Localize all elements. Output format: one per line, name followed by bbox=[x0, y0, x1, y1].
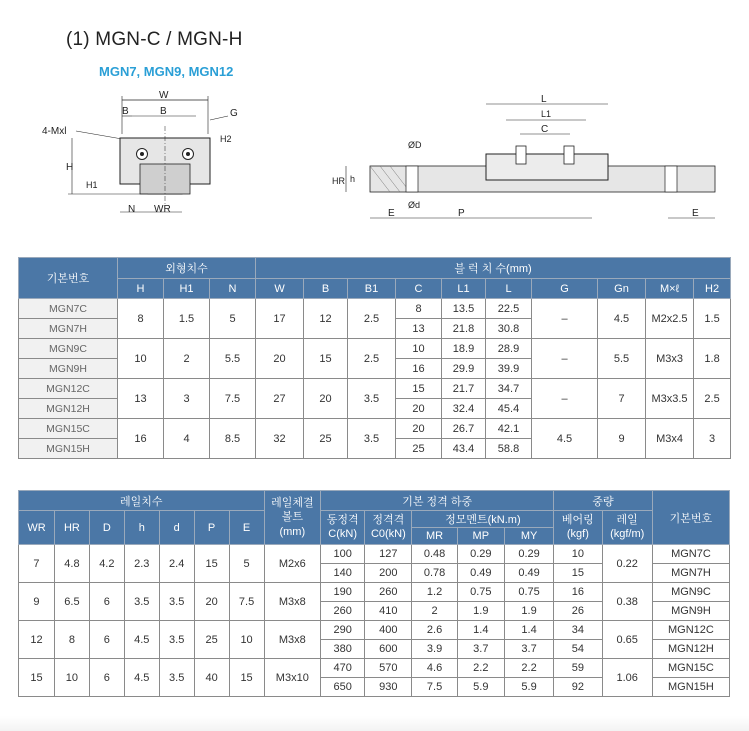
table-cell: 10 bbox=[396, 339, 442, 359]
table-cell: M3x3 bbox=[646, 339, 694, 379]
table-cell: 6.5 bbox=[54, 583, 89, 621]
table-cell: 2.5 bbox=[348, 299, 396, 339]
header-col: H bbox=[118, 279, 164, 299]
table-cell: 8 bbox=[54, 621, 89, 659]
table-cell: 9 bbox=[598, 419, 646, 459]
table-cell: 43.4 bbox=[442, 439, 486, 459]
table-cell: 30.8 bbox=[486, 319, 532, 339]
table-cell: 15 bbox=[194, 545, 229, 583]
table-cell: 7 bbox=[19, 545, 55, 583]
table-cell: 27 bbox=[256, 379, 304, 419]
header-static-rating: 정격격 C0(kN) bbox=[365, 511, 412, 545]
table-cell: 3.5 bbox=[348, 379, 396, 419]
table-cell: 15 bbox=[396, 379, 442, 399]
table-cell: 26 bbox=[554, 602, 602, 621]
dim-H2: H2 bbox=[220, 134, 232, 144]
table-cell: M2x2.5 bbox=[646, 299, 694, 339]
table-cell: 3.9 bbox=[412, 640, 457, 659]
header-model: 기본번호 bbox=[652, 491, 729, 545]
table-cell: 4.5 bbox=[532, 419, 598, 459]
table-cell: 5.5 bbox=[210, 339, 256, 379]
front-view-drawing bbox=[38, 86, 260, 226]
bottom-fade bbox=[0, 716, 749, 731]
table-cell: 260 bbox=[321, 602, 365, 621]
table-cell: 9 bbox=[19, 583, 55, 621]
header-col: h bbox=[124, 511, 159, 545]
header-col: B1 bbox=[348, 279, 396, 299]
dim-C: C bbox=[541, 124, 549, 135]
table-cell: 8.5 bbox=[210, 419, 256, 459]
table-cell: 34.7 bbox=[486, 379, 532, 399]
table-cell: 290 bbox=[321, 621, 365, 640]
header-block-dims: 블 럭 치 수(mm) bbox=[256, 258, 731, 279]
table-cell: 3 bbox=[164, 379, 210, 419]
table-cell: – bbox=[532, 299, 598, 339]
table-cell: 1.9 bbox=[504, 602, 553, 621]
table-cell: 0.38 bbox=[602, 583, 652, 621]
table-cell: 39.9 bbox=[486, 359, 532, 379]
table-row bbox=[19, 621, 730, 640]
table-row bbox=[19, 511, 730, 528]
table-row bbox=[19, 659, 730, 678]
table-cell: 6 bbox=[89, 621, 124, 659]
table-cell: 29.9 bbox=[442, 359, 486, 379]
page-title: (1) MGN-C / MGN-H bbox=[66, 29, 243, 50]
table-cell: 2.2 bbox=[504, 659, 553, 678]
table-cell: 200 bbox=[365, 564, 412, 583]
header-col: C bbox=[396, 279, 442, 299]
table-cell: M3x8 bbox=[264, 583, 320, 621]
table-cell: 8 bbox=[118, 299, 164, 339]
table-row bbox=[19, 419, 731, 439]
header-col: H1 bbox=[164, 279, 210, 299]
dim-D: ØD bbox=[408, 140, 422, 150]
model-cell: MGN12C bbox=[19, 379, 118, 399]
table-cell: 0.78 bbox=[412, 564, 457, 583]
table-cell: 7 bbox=[598, 379, 646, 419]
model-cell: MGN15H bbox=[19, 439, 118, 459]
table-cell: 0.49 bbox=[504, 564, 553, 583]
table-cell: 2 bbox=[412, 602, 457, 621]
table-cell: 17 bbox=[256, 299, 304, 339]
table-cell: 3.5 bbox=[159, 621, 194, 659]
model-cell: MGN12C bbox=[652, 621, 729, 640]
table-cell: 4.5 bbox=[124, 659, 159, 697]
table-cell: 410 bbox=[365, 602, 412, 621]
dim-P: P bbox=[458, 208, 465, 219]
table-cell: 25 bbox=[396, 439, 442, 459]
dim-L: L bbox=[541, 94, 547, 105]
table-cell: 2.4 bbox=[159, 545, 194, 583]
header-rail-dims: 레일치수 bbox=[19, 491, 265, 511]
model-cell: MGN9C bbox=[19, 339, 118, 359]
table-cell: 10 bbox=[54, 659, 89, 697]
header-col: MY bbox=[504, 528, 553, 545]
table-cell: 32.4 bbox=[442, 399, 486, 419]
header-dynamic-rating: 동정격 C(kN) bbox=[321, 511, 365, 545]
table-cell: 59 bbox=[554, 659, 602, 678]
table-cell: 650 bbox=[321, 678, 365, 697]
table-cell: 21.8 bbox=[442, 319, 486, 339]
table-cell: – bbox=[532, 339, 598, 379]
table-cell: 21.7 bbox=[442, 379, 486, 399]
table-cell: 34 bbox=[554, 621, 602, 640]
model-cell: MGN7C bbox=[19, 299, 118, 319]
table-cell: 3.5 bbox=[348, 419, 396, 459]
table-cell: 16 bbox=[554, 583, 602, 602]
table-cell: M2x6 bbox=[264, 545, 320, 583]
table-cell: 7.5 bbox=[229, 583, 264, 621]
table-cell: 13.5 bbox=[442, 299, 486, 319]
table-cell: 3.5 bbox=[159, 583, 194, 621]
dim-HR: HR bbox=[332, 176, 345, 186]
table-cell: 3.5 bbox=[124, 583, 159, 621]
table-cell: 570 bbox=[365, 659, 412, 678]
table-cell: 0.29 bbox=[504, 545, 553, 564]
table-cell: 92 bbox=[554, 678, 602, 697]
table-row bbox=[19, 299, 731, 319]
dim-4-mxl: 4-Mxl bbox=[42, 126, 67, 137]
model-cell: MGN15H bbox=[652, 678, 729, 697]
table-cell: 7.5 bbox=[412, 678, 457, 697]
table-cell: M3x3.5 bbox=[646, 379, 694, 419]
dim-WR: WR bbox=[154, 204, 171, 215]
table-cell: 4.6 bbox=[412, 659, 457, 678]
table-cell: 1.5 bbox=[164, 299, 210, 339]
table-cell: 5.9 bbox=[457, 678, 504, 697]
dim-B1: B bbox=[122, 106, 129, 117]
table-cell: 25 bbox=[304, 419, 348, 459]
dim-h: h bbox=[350, 174, 356, 184]
header-block-weight: 베어링 (kgf) bbox=[554, 511, 602, 545]
table-cell: 26.7 bbox=[442, 419, 486, 439]
table-cell: 0.75 bbox=[504, 583, 553, 602]
header-outer-dims: 외형치수 bbox=[118, 258, 256, 279]
table-cell: 470 bbox=[321, 659, 365, 678]
model-cell: MGN15C bbox=[19, 419, 118, 439]
model-cell: MGN7C bbox=[652, 545, 729, 564]
model-cell: MGN12H bbox=[19, 399, 118, 419]
table-cell: 4.5 bbox=[124, 621, 159, 659]
table-cell: 2.3 bbox=[124, 545, 159, 583]
table-cell: 1.2 bbox=[412, 583, 457, 602]
table-cell: M3x4 bbox=[646, 419, 694, 459]
table-cell: 12 bbox=[19, 621, 55, 659]
table-cell: 5 bbox=[229, 545, 264, 583]
block-dimension-table bbox=[18, 257, 731, 459]
table-cell: 8 bbox=[396, 299, 442, 319]
table-cell: 22.5 bbox=[486, 299, 532, 319]
table-cell: 0.48 bbox=[412, 545, 457, 564]
table-cell: 0.22 bbox=[602, 545, 652, 583]
table-cell: 20 bbox=[304, 379, 348, 419]
table-row bbox=[19, 545, 730, 564]
table-cell: 10 bbox=[554, 545, 602, 564]
header-col: P bbox=[194, 511, 229, 545]
table-cell: 4.8 bbox=[54, 545, 89, 583]
table-cell: 18.9 bbox=[442, 339, 486, 359]
table-cell: 54 bbox=[554, 640, 602, 659]
table-cell: 20 bbox=[194, 583, 229, 621]
table-cell: 4 bbox=[164, 419, 210, 459]
header-col: H2 bbox=[694, 279, 731, 299]
table-cell: 600 bbox=[365, 640, 412, 659]
table-cell: 100 bbox=[321, 545, 365, 564]
table-cell: 15 bbox=[554, 564, 602, 583]
table-cell: 42.1 bbox=[486, 419, 532, 439]
dim-N: N bbox=[128, 204, 136, 215]
header-weight: 중량 bbox=[554, 491, 653, 511]
table-cell: 15 bbox=[19, 659, 55, 697]
header-col: D bbox=[89, 511, 124, 545]
model-cell: MGN9C bbox=[652, 583, 729, 602]
table-cell: 4.5 bbox=[598, 299, 646, 339]
header-col: d bbox=[159, 511, 194, 545]
header-moment: 정모멘트(kN.m) bbox=[412, 511, 554, 528]
table-cell: 12 bbox=[304, 299, 348, 339]
table-cell: 3.7 bbox=[457, 640, 504, 659]
header-col: M×ℓ bbox=[646, 279, 694, 299]
model-cell: MGN9H bbox=[19, 359, 118, 379]
table-cell: 1.4 bbox=[457, 621, 504, 640]
dim-L1: L1 bbox=[541, 109, 552, 119]
table-cell: 6 bbox=[89, 659, 124, 697]
table-cell: 10 bbox=[229, 621, 264, 659]
table-cell: 0.29 bbox=[457, 545, 504, 564]
table-row bbox=[19, 583, 730, 602]
table-cell: 400 bbox=[365, 621, 412, 640]
table-cell: 40 bbox=[194, 659, 229, 697]
model-cell: MGN7H bbox=[652, 564, 729, 583]
table-cell: 32 bbox=[256, 419, 304, 459]
table-cell: 3.7 bbox=[504, 640, 553, 659]
table-cell: 5.9 bbox=[504, 678, 553, 697]
table-row bbox=[19, 339, 731, 359]
table-cell: 15 bbox=[229, 659, 264, 697]
table-cell: 10 bbox=[118, 339, 164, 379]
table-cell: 2 bbox=[164, 339, 210, 379]
table-cell: – bbox=[532, 379, 598, 419]
table-cell: 930 bbox=[365, 678, 412, 697]
table-cell: 3 bbox=[694, 419, 731, 459]
table-cell: 140 bbox=[321, 564, 365, 583]
table-cell: 2.2 bbox=[457, 659, 504, 678]
header-rail-weight: 레일 (kgf/m) bbox=[602, 511, 652, 545]
table-cell: 16 bbox=[396, 359, 442, 379]
header-load-rating: 기본 정격 하중 bbox=[321, 491, 554, 511]
table-cell: 2.5 bbox=[348, 339, 396, 379]
table-cell: 5 bbox=[210, 299, 256, 339]
header-col: N bbox=[210, 279, 256, 299]
table-row bbox=[19, 491, 730, 511]
table-cell: 3.5 bbox=[159, 659, 194, 697]
dim-E-left: E bbox=[388, 208, 395, 219]
table-cell: 20 bbox=[396, 419, 442, 439]
dim-W: W bbox=[159, 90, 169, 101]
table-cell: 1.8 bbox=[694, 339, 731, 379]
header-col: MR bbox=[412, 528, 457, 545]
table-cell: 45.4 bbox=[486, 399, 532, 419]
table-cell: 0.65 bbox=[602, 621, 652, 659]
table-cell: 4.2 bbox=[89, 545, 124, 583]
table-cell: 7.5 bbox=[210, 379, 256, 419]
table-cell: 0.49 bbox=[457, 564, 504, 583]
model-subtitle: MGN7, MGN9, MGN12 bbox=[99, 64, 234, 79]
header-col: MP bbox=[457, 528, 504, 545]
table-cell: M3x8 bbox=[264, 621, 320, 659]
table-cell: 6 bbox=[89, 583, 124, 621]
table-cell: 15 bbox=[304, 339, 348, 379]
table-cell: 28.9 bbox=[486, 339, 532, 359]
header-col: Gn bbox=[598, 279, 646, 299]
table-cell: 190 bbox=[321, 583, 365, 602]
table-cell: 25 bbox=[194, 621, 229, 659]
table-cell: 13 bbox=[118, 379, 164, 419]
table-cell: 5.5 bbox=[598, 339, 646, 379]
table-cell: 13 bbox=[396, 319, 442, 339]
table-cell: 1.5 bbox=[694, 299, 731, 339]
header-col: B bbox=[304, 279, 348, 299]
dim-B: B bbox=[160, 106, 167, 117]
table-cell: 260 bbox=[365, 583, 412, 602]
table-cell: 20 bbox=[396, 399, 442, 419]
table-cell: 20 bbox=[256, 339, 304, 379]
table-row bbox=[19, 279, 731, 299]
table-cell: M3x10 bbox=[264, 659, 320, 697]
model-cell: MGN15C bbox=[652, 659, 729, 678]
table-cell: 1.4 bbox=[504, 621, 553, 640]
table-cell: 2.6 bbox=[412, 621, 457, 640]
dim-d: Ød bbox=[408, 200, 421, 210]
table-cell: 2.5 bbox=[694, 379, 731, 419]
model-cell: MGN7H bbox=[19, 319, 118, 339]
dim-H1: H1 bbox=[86, 180, 98, 190]
side-view-drawing bbox=[330, 86, 720, 226]
header-col: WR bbox=[19, 511, 55, 545]
header-col: HR bbox=[54, 511, 89, 545]
table-cell: 380 bbox=[321, 640, 365, 659]
header-col: L bbox=[486, 279, 532, 299]
table-cell: 16 bbox=[118, 419, 164, 459]
table-cell: 127 bbox=[365, 545, 412, 564]
table-cell: 0.75 bbox=[457, 583, 504, 602]
dim-H: H bbox=[66, 162, 74, 173]
header-col: E bbox=[229, 511, 264, 545]
header-model: 기본번호 bbox=[19, 258, 118, 299]
table-row bbox=[19, 379, 731, 399]
header-rail-bolt: 레일체결 볼트 (mm) bbox=[264, 491, 320, 545]
table-row bbox=[19, 258, 731, 279]
table-cell: 1.9 bbox=[457, 602, 504, 621]
table-cell: 58.8 bbox=[486, 439, 532, 459]
rail-load-table bbox=[18, 490, 730, 697]
header-col: L1 bbox=[442, 279, 486, 299]
table-cell: 1.06 bbox=[602, 659, 652, 697]
model-cell: MGN12H bbox=[652, 640, 729, 659]
header-col: W bbox=[256, 279, 304, 299]
dim-Gn: G bbox=[230, 108, 238, 119]
header-col: G bbox=[532, 279, 598, 299]
dim-E-right: E bbox=[692, 208, 699, 219]
model-cell: MGN9H bbox=[652, 602, 729, 621]
